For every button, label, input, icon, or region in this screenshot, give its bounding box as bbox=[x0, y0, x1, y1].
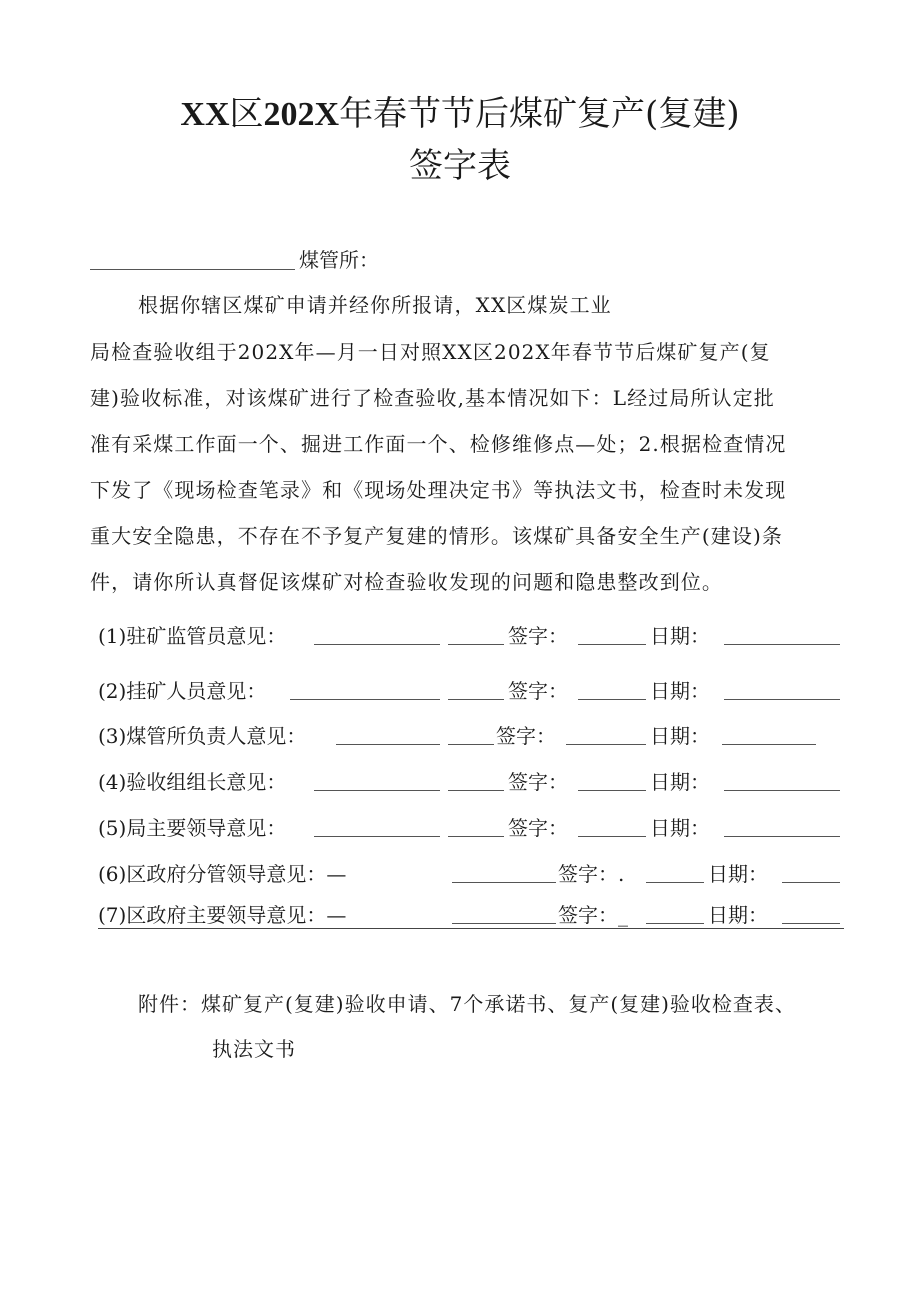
opinion-blank-2[interactable] bbox=[448, 744, 494, 745]
signature-row bbox=[98, 720, 843, 752]
body-line: 下发了《现场检查笔录》和《现场处理决定书》等执法文书，检查时未发现 bbox=[90, 478, 787, 502]
title-prefix: XX bbox=[180, 96, 230, 133]
sign-blank[interactable] bbox=[578, 644, 646, 645]
signature-row bbox=[98, 766, 843, 798]
signature-row bbox=[98, 675, 843, 707]
sign-label: 签字：. bbox=[558, 862, 625, 886]
sign-label: 签字： bbox=[508, 770, 568, 794]
sign-label: 签字： bbox=[508, 624, 568, 648]
opinion-blank[interactable] bbox=[314, 836, 440, 837]
opinion-label: (3)煤管所负责人意见： bbox=[98, 724, 307, 748]
sign-blank[interactable] bbox=[578, 790, 646, 791]
body-line: 建)验收标准，对该煤矿进行了检查验收,基本情况如下：L经过局所认定批 bbox=[90, 386, 775, 410]
opinion-label: (6)区政府分管领导意见：— bbox=[98, 862, 347, 886]
attachment-line: 附件：煤矿复产(复建)验收申请、7个承诺书、复产(复建)验收检查表、 bbox=[138, 992, 796, 1016]
date-label: 日期： bbox=[650, 816, 710, 840]
opinion-label: (7)区政府主要领导意见：— bbox=[98, 903, 347, 927]
attachment-line: 执法文书 bbox=[212, 1037, 296, 1061]
opinion-label: (2)挂矿人员意见： bbox=[98, 679, 267, 703]
date-blank[interactable] bbox=[782, 923, 840, 924]
body-line: 局检查验收组于202X年—月一日对照XX区202X年春节节后煤矿复产(复 bbox=[90, 340, 771, 364]
addressee-label: 煤管所： bbox=[299, 248, 379, 272]
opinion-blank-2[interactable] bbox=[448, 699, 504, 700]
date-label: 日期： bbox=[650, 679, 710, 703]
document-title bbox=[0, 94, 920, 135]
title-year: 202X bbox=[263, 96, 340, 133]
sign-blank[interactable] bbox=[566, 744, 646, 745]
signature-row bbox=[98, 620, 843, 652]
date-blank[interactable] bbox=[722, 744, 816, 745]
date-blank[interactable] bbox=[724, 836, 840, 837]
opinion-blank[interactable] bbox=[336, 744, 440, 745]
opinion-blank[interactable] bbox=[314, 790, 440, 791]
body-line: 件，请你所认真督促该煤矿对检查验收发现的问题和隐患整改到位。 bbox=[90, 570, 723, 594]
signature-row bbox=[98, 858, 843, 890]
date-blank[interactable] bbox=[724, 644, 840, 645]
title-district: 区 bbox=[229, 94, 264, 134]
document-subtitle: 签字表 bbox=[409, 146, 511, 186]
opinion-blank-2[interactable] bbox=[448, 644, 504, 645]
sign-blank[interactable] bbox=[578, 699, 646, 700]
sign-label: 签字： bbox=[496, 724, 556, 748]
opinion-blank-2[interactable] bbox=[448, 836, 504, 837]
sign-label: 签字： bbox=[508, 816, 568, 840]
sign-label: 签字：_ bbox=[558, 903, 628, 927]
body-line: 重大安全隐患，不存在不予复产复建的情形。该煤矿具备安全生产(建设)条 bbox=[90, 524, 784, 548]
opinion-blank[interactable] bbox=[452, 882, 556, 883]
opinion-blank-2[interactable] bbox=[448, 790, 504, 791]
date-label: 日期： bbox=[650, 770, 710, 794]
date-blank[interactable] bbox=[782, 882, 840, 883]
addressee-line bbox=[90, 245, 379, 275]
addressee-blank bbox=[90, 249, 295, 270]
opinion-label: (4)验收组组长意见： bbox=[98, 770, 287, 794]
opinion-label: (5)局主要领导意见： bbox=[98, 816, 287, 840]
date-label: 日期： bbox=[650, 624, 710, 648]
opinion-label: (1)驻矿监管员意见： bbox=[98, 624, 287, 648]
opinion-blank[interactable] bbox=[290, 699, 440, 700]
date-label: 日期： bbox=[708, 862, 768, 886]
opinion-blank[interactable] bbox=[314, 644, 440, 645]
opinion-blank[interactable] bbox=[452, 923, 556, 924]
date-blank[interactable] bbox=[724, 790, 840, 791]
sign-blank[interactable] bbox=[646, 882, 704, 883]
body-line: 准有采煤工作面一个、掘进工作面一个、检修维修点—处；2.根据检查情况 bbox=[90, 432, 787, 456]
date-blank[interactable] bbox=[724, 699, 840, 700]
sign-label: 签字： bbox=[508, 679, 568, 703]
date-label: 日期： bbox=[650, 724, 710, 748]
signature-row bbox=[98, 899, 843, 931]
date-label: 日期： bbox=[708, 903, 768, 927]
sign-blank[interactable] bbox=[578, 836, 646, 837]
body-line: 根据你辖区煤矿申请并经你所报请，XX区煤炭工业 bbox=[138, 293, 612, 317]
signature-row bbox=[98, 812, 843, 844]
title-rest: 年春节节后煤矿复产(复建) bbox=[339, 94, 740, 134]
table-bottom-rule bbox=[98, 928, 844, 929]
sign-blank[interactable] bbox=[646, 923, 704, 924]
